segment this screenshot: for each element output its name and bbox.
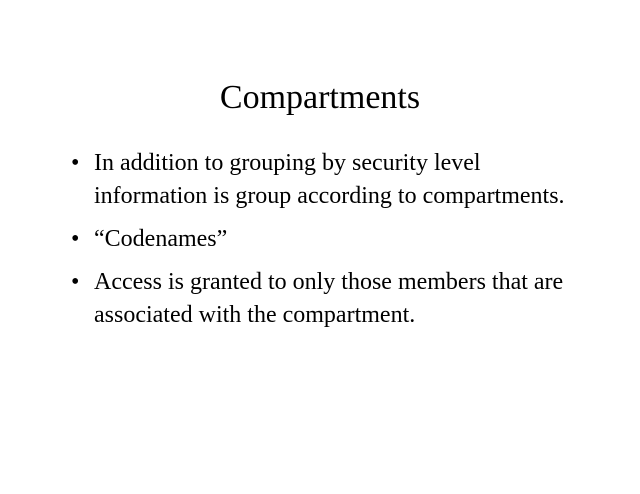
bullet-list — [70, 147, 590, 342]
bullet-text: In addition to grouping by security level information is group according to compartments. — [94, 150, 565, 209]
bullet-item-2 — [70, 223, 590, 256]
bullet-item-1 — [70, 147, 590, 213]
bullet-icon: • — [71, 269, 80, 295]
slide-title: Compartments — [219, 79, 421, 116]
bullet-icon: • — [71, 226, 80, 252]
bullet-item-3 — [70, 266, 590, 332]
bullet-icon: • — [71, 150, 80, 176]
bullet-text: Access is granted to only those members that are associated with the compartment. — [94, 269, 564, 328]
bullet-text: “Codenames” — [94, 226, 228, 252]
